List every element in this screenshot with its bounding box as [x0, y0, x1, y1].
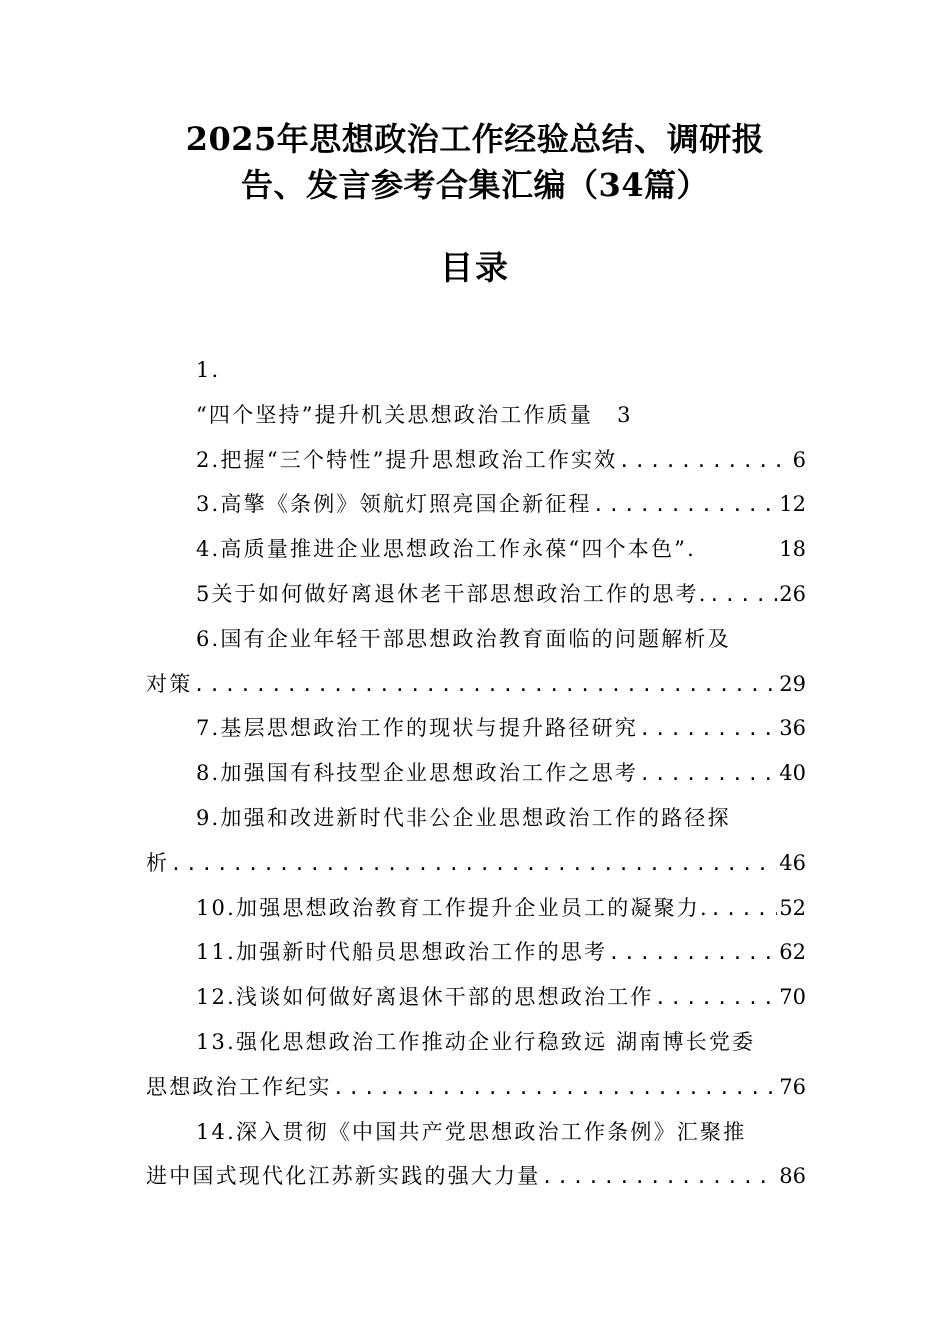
toc-entry-1[interactable]	[146, 393, 806, 438]
toc-entry-1-number: 1.	[196, 358, 221, 382]
document-title-line-2: 告、发言参考合集汇编（34篇）	[240, 166, 710, 204]
toc-entry-9-page: 46	[779, 850, 806, 875]
toc-leader-dots	[639, 752, 777, 796]
toc-entry-2[interactable]	[146, 438, 806, 483]
toc-entry-14-title-part-1: 14.深入贯彻《中国共产党思想政治工作条例》汇聚推	[196, 1119, 747, 1144]
toc-entry-14-line-2[interactable]	[146, 1154, 806, 1199]
toc-entry-5-title: 5关于如何做好离退休老干部思想政治工作的思考.	[196, 581, 708, 606]
document-title	[140, 116, 810, 208]
toc-entry-13-title-part-2: 思想政治工作纪实	[146, 1074, 332, 1099]
toc-entry-11-page: 62	[779, 940, 806, 965]
toc-entry-13-line-1[interactable]	[146, 1020, 806, 1065]
toc-entry-10-title: 10.加强思想政治教育工作提升企业员工的凝聚力.	[196, 895, 709, 920]
toc-entry-5[interactable]	[146, 572, 806, 617]
toc-entry-6-page: 29	[779, 671, 806, 696]
toc-entry-7-title: 7.基层思想政治工作的现状与提升路径研究	[196, 716, 639, 741]
toc-entry-7-page: 36	[779, 716, 806, 741]
toc-leader-dots	[655, 976, 778, 1020]
toc-entry-3[interactable]	[146, 482, 806, 527]
toc-leader-dots	[639, 707, 777, 751]
toc-leader-dots	[193, 663, 777, 707]
toc-leader-dots	[333, 1066, 778, 1110]
toc-entry-6-line-2[interactable]	[146, 662, 806, 707]
toc-entry-3-title: 3.高擎《条例》领航灯照亮国企新征程	[196, 492, 592, 517]
toc-leader-dots	[593, 483, 778, 527]
toc-entry-6-title-part-1: 6.国有企业年轻干部思想政治教育面临的问题解析及	[196, 626, 731, 651]
toc-leader-dots	[170, 842, 777, 886]
toc-entry-9-title-part-2: 析	[146, 850, 170, 875]
toc-entry-1-page: 3	[617, 402, 631, 427]
toc-entry-11-title: 11.加强新时代船员思想政治工作的思考	[196, 940, 608, 965]
toc-entry-12-page: 70	[779, 985, 806, 1010]
toc-entry-6-line-1[interactable]	[146, 617, 806, 662]
table-of-contents	[146, 348, 806, 1199]
toc-entry-3-page: 12	[779, 492, 806, 517]
toc-entry-4-title: 4.高质量推进企业思想政治工作永葆“四个本色”.	[196, 537, 696, 562]
toc-entry-13-page: 76	[779, 1074, 806, 1099]
document-title-line-1: 2025年思想政治工作经验总结、调研报	[185, 120, 765, 158]
toc-leader-dots	[608, 931, 777, 975]
toc-entry-10[interactable]	[146, 886, 806, 931]
toc-entry-1-number-line	[146, 348, 806, 393]
toc-leader-dots	[709, 573, 778, 617]
toc-heading: 目录	[440, 248, 510, 287]
toc-entry-7[interactable]	[146, 706, 806, 751]
toc-entry-9-line-2[interactable]	[146, 841, 806, 886]
toc-entry-12-title: 12.浅谈如何做好离退休干部的思想政治工作	[196, 985, 654, 1010]
toc-leader-dots	[541, 1155, 777, 1199]
toc-leader-dots	[710, 887, 777, 931]
toc-entry-9-line-1[interactable]	[146, 796, 806, 841]
toc-entry-10-page: 52	[779, 895, 806, 920]
toc-entry-14-page: 86	[779, 1164, 806, 1189]
toc-entry-14-title-part-2: 进中国式现代化江苏新实践的强大力量	[146, 1164, 541, 1189]
toc-entry-6-title-part-2: 对策	[146, 671, 193, 696]
toc-entry-2-title: 2.把握“三个特性”提升思想政治工作实效	[196, 447, 618, 472]
toc-entry-4[interactable]	[146, 527, 806, 572]
toc-entry-1-title: “四个坚持”提升机关思想政治工作质量	[196, 402, 594, 427]
toc-entry-5-page: 26	[779, 581, 806, 606]
toc-entry-9-title-part-1: 9.加强和改进新时代非公企业思想政治工作的路径探	[196, 805, 731, 830]
toc-leader-dots	[619, 439, 791, 483]
toc-entry-2-page: 6	[792, 447, 806, 472]
toc-entry-14-line-1[interactable]	[146, 1110, 806, 1155]
toc-entry-12[interactable]	[146, 975, 806, 1020]
toc-entry-8[interactable]	[146, 751, 806, 796]
toc-entry-13-title-part-1: 13.强化思想政治工作推动企业行稳致远 湖南博长党委	[196, 1029, 756, 1054]
toc-entry-13-line-2[interactable]	[146, 1065, 806, 1110]
toc-entry-4-page: 18	[779, 537, 806, 562]
toc-entry-8-page: 40	[779, 761, 806, 786]
toc-entry-8-title: 8.加强国有科技型企业思想政治工作之思考	[196, 761, 639, 786]
toc-entry-11[interactable]	[146, 930, 806, 975]
